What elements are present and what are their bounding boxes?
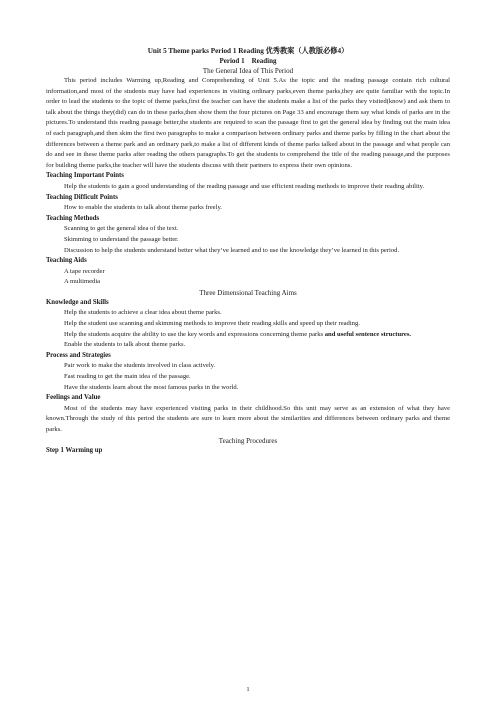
feelings-value-text: Most of the students may have experienced visiting parks in their childhood.So this unit may serve as an extension of what they have known.Through the study of this period the students are sure to learn more about the similarities and differences between ordinary parks and theme parks. — [46, 404, 450, 433]
document-page — [46, 46, 450, 456]
step1-heading: Step 1 Warming up — [46, 446, 103, 454]
general-idea-heading: The General Idea of This Period — [202, 67, 294, 75]
aid-item: A tape recorder — [64, 267, 105, 275]
method-discussion: Discussion to help the students understand better what they’ve learned and to use the knowledge they’ve learned in this period. — [64, 246, 400, 254]
three-dimensional-aims-heading: Three Dimensional Teaching Aims — [199, 288, 297, 297]
process-item: Fast reading to get the main idea of the passage. — [64, 373, 191, 381]
knowledge-item-mixed — [46, 330, 450, 341]
important-points-heading: Teaching Important Points — [46, 172, 124, 180]
knowledge-item: Help the student use scanning and skimming methods to improve their reading skills and speed up their reading. — [64, 320, 360, 328]
difficult-points-heading: Teaching Difficult Points — [46, 193, 118, 201]
difficult-points-text: How to enable the students to talk about theme parks freely. — [64, 204, 222, 212]
knowledge-item: Help the students to achieve a clear idea about theme parks. — [64, 309, 222, 317]
method-item: Skimming to understand the passage better. — [64, 235, 179, 243]
period-title: Period 1 Reading — [219, 57, 277, 65]
knowledge-skills-heading: Knowledge and Skills — [46, 298, 109, 306]
general-idea-paragraph: This period includes Warming up,Reading and Comprehending of Unit 5.As the topic and the reading passage contain rich cultural information,and most of the students may have had experiences in visiting ordinary parks,even theme parks,they are quite familiar with the topic.In order to lead the students to the topic of theme parks,first the teacher can have the students make a list of the parks they visited(know) and ask them to talk about the things they(did) can do in these parks,then show them the four pictures on Page 33 and encourage them say what kinds of parks are in the pictures.To understand this reading passage better,the students are required to scan the passage first to get the general idea by finding out the main idea of each paragraph,and then skim the first two paragraphs to make a comparison between ordinary parks and theme parks by filling in the chart about the differences between a theme park and an ordinary park,to make a list of different kinds of theme parks talked about in the passage and what people can do and see in these theme parks after reading the others paragraphs.To get the students to comprehend the title of the reading passage,and the purposes for building theme parks,the teacher will have the students discuss with their partners to express their own opinions. — [46, 77, 450, 169]
process-item: Pair work to make the students involved in class actively. — [64, 362, 216, 370]
knowledge-item-bold: and useful sentence structures. — [324, 330, 412, 338]
page-number: 1 — [246, 686, 250, 693]
process-item: Have the students learn about the most famous parks in the world. — [64, 383, 239, 391]
knowledge-item-normal: Help the students acquire the ability to use the key words and expressions concerning theme parks — [64, 330, 325, 338]
teaching-aids-heading: Teaching Aids — [46, 257, 87, 265]
method-item: Scanning to get the general idea of the text. — [64, 225, 179, 233]
aid-item: A multimedia — [64, 278, 101, 286]
feelings-value-heading: Feelings and Value — [46, 394, 101, 402]
teaching-procedures-heading: Teaching Procedures — [218, 436, 278, 445]
important-points-text: Help the students to gain a good understanding of the reading passage and use efficient reading methods to improve their reading ability. — [64, 182, 425, 190]
teaching-methods-heading: Teaching Methods — [46, 214, 100, 222]
process-strategies-heading: Process and Strategies — [46, 351, 111, 359]
document-title: Unit 5 Theme parks Period 1 Reading 优秀教案（人教版必修4） — [147, 47, 349, 55]
knowledge-item: Enable the students to talk about theme parks. — [64, 341, 186, 349]
